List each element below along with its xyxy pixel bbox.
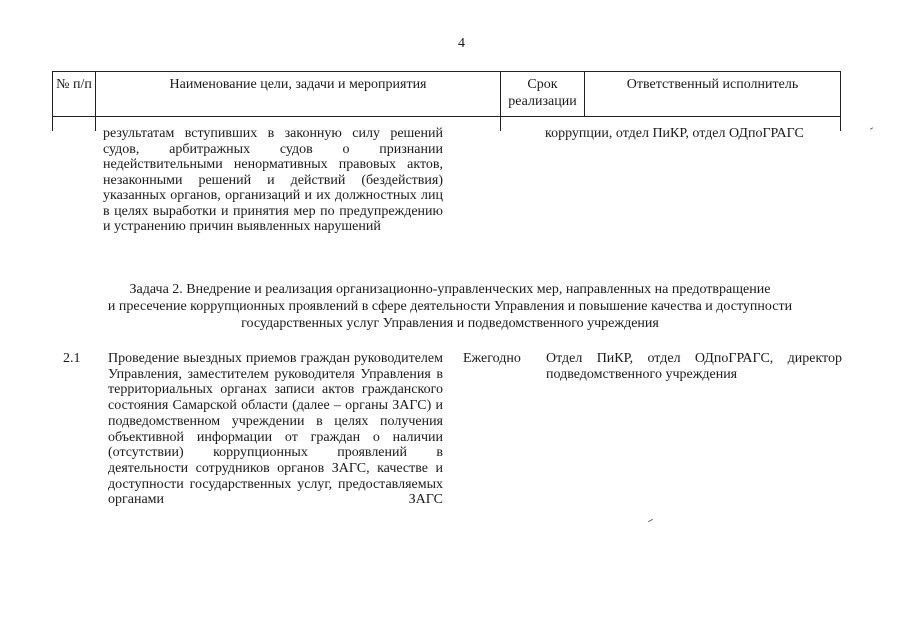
- continued-measure-text: результатам вступивших в законную силу решений судов, арбитражных судов о признании недействительными ненормативных правовых актов, незаконными решений и действий (бездействия) указанных органов, организаций и их должностных лиц в целях выработки и принятия мер по предупреждению и устранению причин выявленных нарушений: [103, 126, 443, 234]
- table-border-line: [52, 117, 53, 131]
- scan-speck: [870, 127, 873, 129]
- table-border-line: [95, 117, 96, 131]
- scan-speck: [648, 519, 653, 522]
- header-responsible-column: Ответственный исполнитель: [626, 77, 799, 92]
- table-header: [52, 71, 841, 117]
- header-number-column: № п/п: [53, 72, 96, 116]
- header-term-column: Срок реализации: [501, 72, 585, 116]
- row-measure-text: Проведение выездных приемов граждан руководителем Управления, заместителем руководителя Управления в территориальных органах записи актов гражданского состояния Самарской области (далее – органы ЗАГС) и подведомственном учреждении в целях получения объективной информации от граждан о наличии (отсутствии) коррупционных проявлений в деятельности сотрудников органов ЗАГС, качестве и доступности государственных услуг, предоставляемых органами ЗАГС: [108, 351, 443, 508]
- page-number: 4: [458, 36, 465, 51]
- row-responsible: Отдел ПиКР, отдел ОДпоГРАГС, директор подведомственного учреждения: [546, 351, 842, 382]
- task-heading: [60, 281, 840, 332]
- row-term: Ежегодно: [463, 351, 521, 366]
- task-heading-line: Задача 2. Внедрение и реализация организационно-управленческих мер, направленных на предотвращение: [129, 282, 771, 297]
- task-heading-line: и пресечение коррупционных проявлений в сфере деятельности Управления и повышение качества и доступности: [107, 299, 793, 314]
- row-number: 2.1: [63, 351, 81, 366]
- table-border-line: [500, 117, 501, 131]
- task-heading-line: государственных услуг Управления и подведомственного учреждения: [241, 316, 659, 331]
- continued-responsible-text: коррупции, отдел ПиКР, отдел ОДпоГРАГС: [545, 126, 804, 141]
- header-name-column: Наименование цели, задачи и мероприятия: [96, 72, 501, 116]
